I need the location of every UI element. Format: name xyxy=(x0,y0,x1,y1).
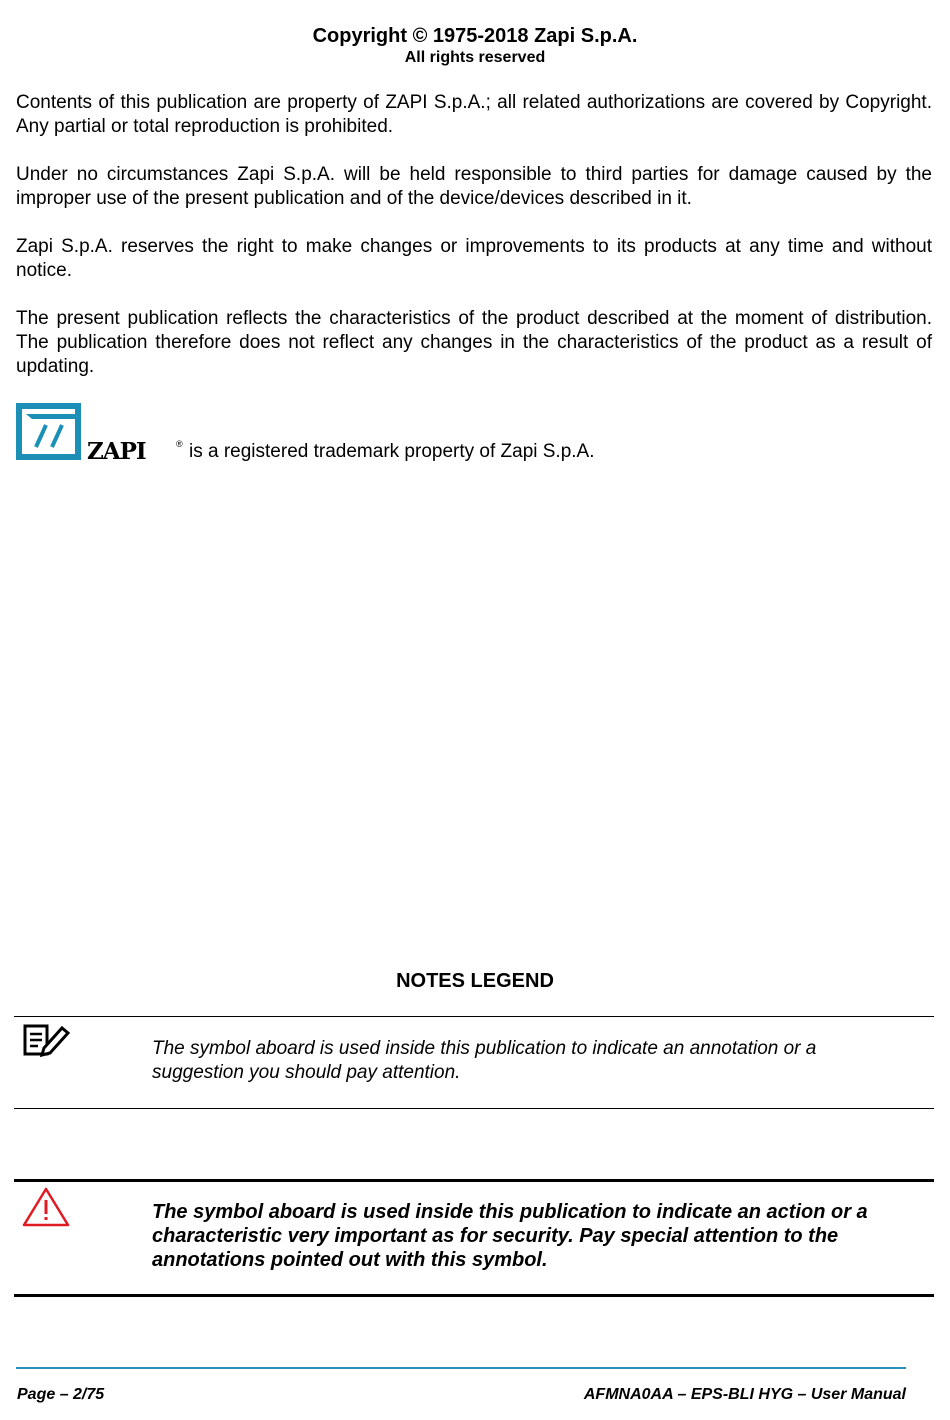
trademark-text: is a registered trademark property of Zapi S.p.A. xyxy=(189,441,595,462)
zapi-logo-square xyxy=(16,403,81,460)
divider xyxy=(14,1179,934,1182)
svg-text:®: ® xyxy=(176,439,183,449)
zapi-logo-wordmark xyxy=(87,439,187,461)
paragraph-changes: Zapi S.p.A. reserves the right to make changes or improvements to its products at any time and without notice. xyxy=(16,236,932,281)
divider xyxy=(14,1108,934,1109)
footer-rule xyxy=(16,1367,906,1369)
paragraph-responsibility: Under no circumstances Zapi S.p.A. will be held responsible to third parties for damage caused by the improper use of the present publication and of the device/devices described in it. xyxy=(16,164,932,209)
paragraph-property: Contents of this publication are property of ZAPI S.p.A.; all related authorizations are covered by Copyright. Any partial or total reproduction is prohibited. xyxy=(16,92,932,137)
svg-text:ZAPI: ZAPI xyxy=(87,439,146,461)
page-number: Page – 2/75 xyxy=(17,1386,105,1403)
notes-legend-title: NOTES LEGEND xyxy=(396,970,554,992)
divider xyxy=(14,1016,934,1017)
note-pencil-icon xyxy=(22,1022,70,1058)
note-annotation-text: The symbol aboard is used inside this publication to indicate an annotation or a suggestion you should pay attention. xyxy=(152,1038,817,1083)
note-security-text: The symbol aboard is used inside this publication to indicate an action or a characteristic very important as for security. Pay special attention to the annotations pointed out with this symbol. xyxy=(152,1201,868,1271)
copyright-title: Copyright © 1975-2018 Zapi S.p.A. xyxy=(312,25,638,47)
rights-reserved: All rights reserved xyxy=(404,49,546,66)
warning-triangle-icon xyxy=(22,1186,70,1228)
divider xyxy=(14,1294,934,1297)
paragraph-characteristics: The present publication reflects the characteristics of the product described at the moment of distribution. The publication therefore does not reflect any changes in the characteristics of the product as a result of updating. xyxy=(16,308,932,377)
document-title: AFMNA0AA – EPS-BLI HYG – User Manual xyxy=(583,1386,906,1403)
